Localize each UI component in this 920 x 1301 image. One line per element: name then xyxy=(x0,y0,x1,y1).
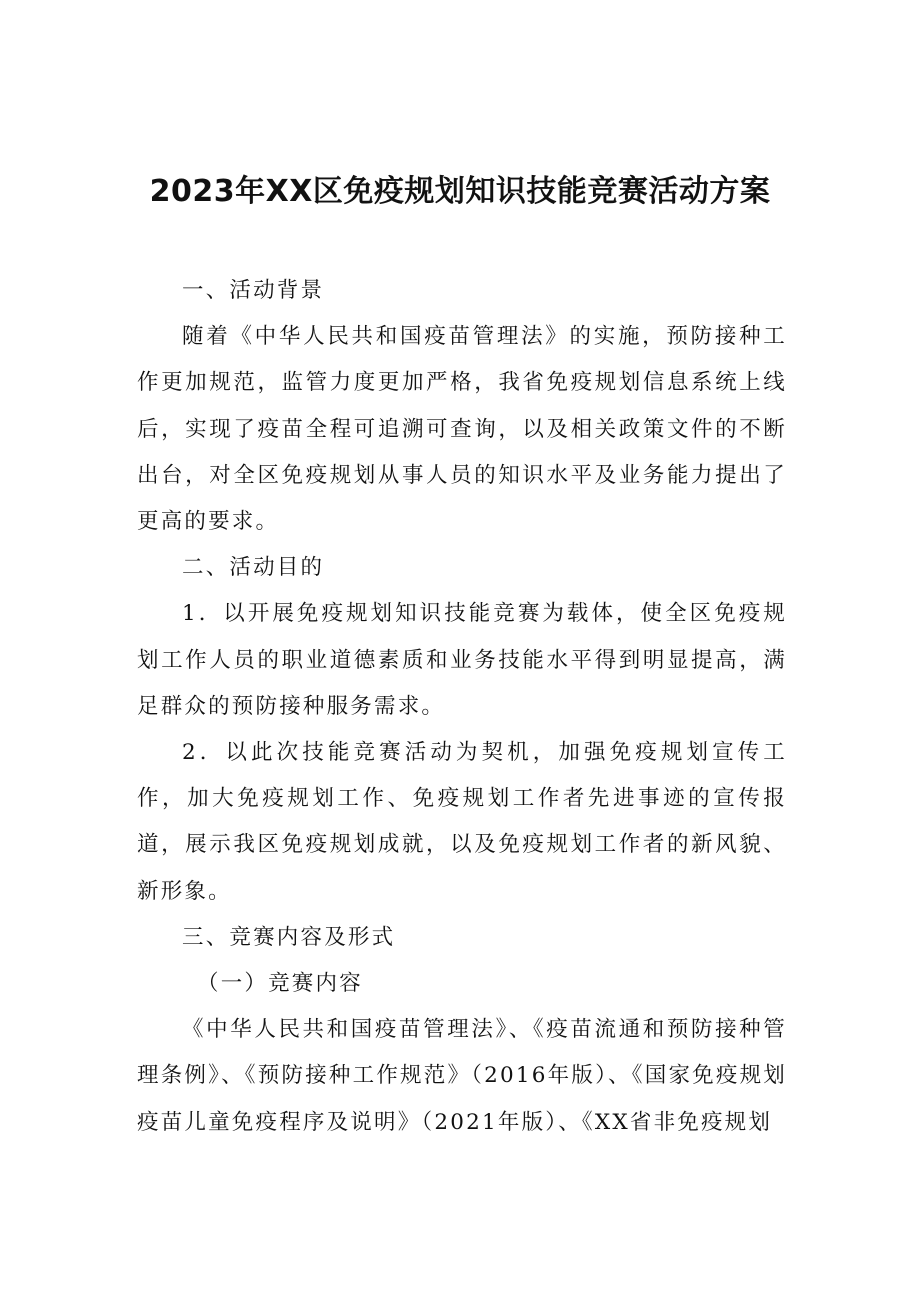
subsection-heading-content: （一）竞赛内容 xyxy=(197,971,363,997)
paragraph-background: 随着《中华人民共和国疫苗管理法》的实施，预防接种工作更加规范，监管力度更加严格，我省免疫规划信息系统上线后，实现了疫苗全程可追溯可查询，以及相关政策文件的不断出台，对全区免疫规划从事人员的知识水平及业务能力提出了更高的要求。 xyxy=(137,324,787,535)
paragraph-purpose-1: 1．以开展免疫规划知识技能竞赛为载体，使全区免疫规划工作人员的职业道德素质和业务技能水平得到明显提高，满足群众的预防接种服务需求。 xyxy=(137,601,787,719)
paragraph-content: 《中华人民共和国疫苗管理法》、《疫苗流通和预防接种管理条例》、《预防接种工作规范》（2016年版）、《国家免疫规划疫苗儿童免疫程序及说明》（2021年版）、《XX省非免疫规划 xyxy=(137,1017,787,1135)
document-body xyxy=(137,268,787,1146)
section-heading-background: 一、活动背景 xyxy=(182,278,325,303)
paragraph-purpose-2: 2．以此次技能竞赛活动为契机，加强免疫规划宣传工作，加大免疫规划工作、免疫规划工作者先进事迹的宣传报道，展示我区免疫规划成就，以及免疫规划工作者的新风貌、新形象。 xyxy=(137,740,787,904)
section-heading-content-format: 三、竞赛内容及形式 xyxy=(182,924,396,950)
document-title: 2023年XX区免疫规划知识技能竞赛活动方案 xyxy=(149,174,771,209)
section-heading-purpose: 二、活动目的 xyxy=(182,555,325,581)
